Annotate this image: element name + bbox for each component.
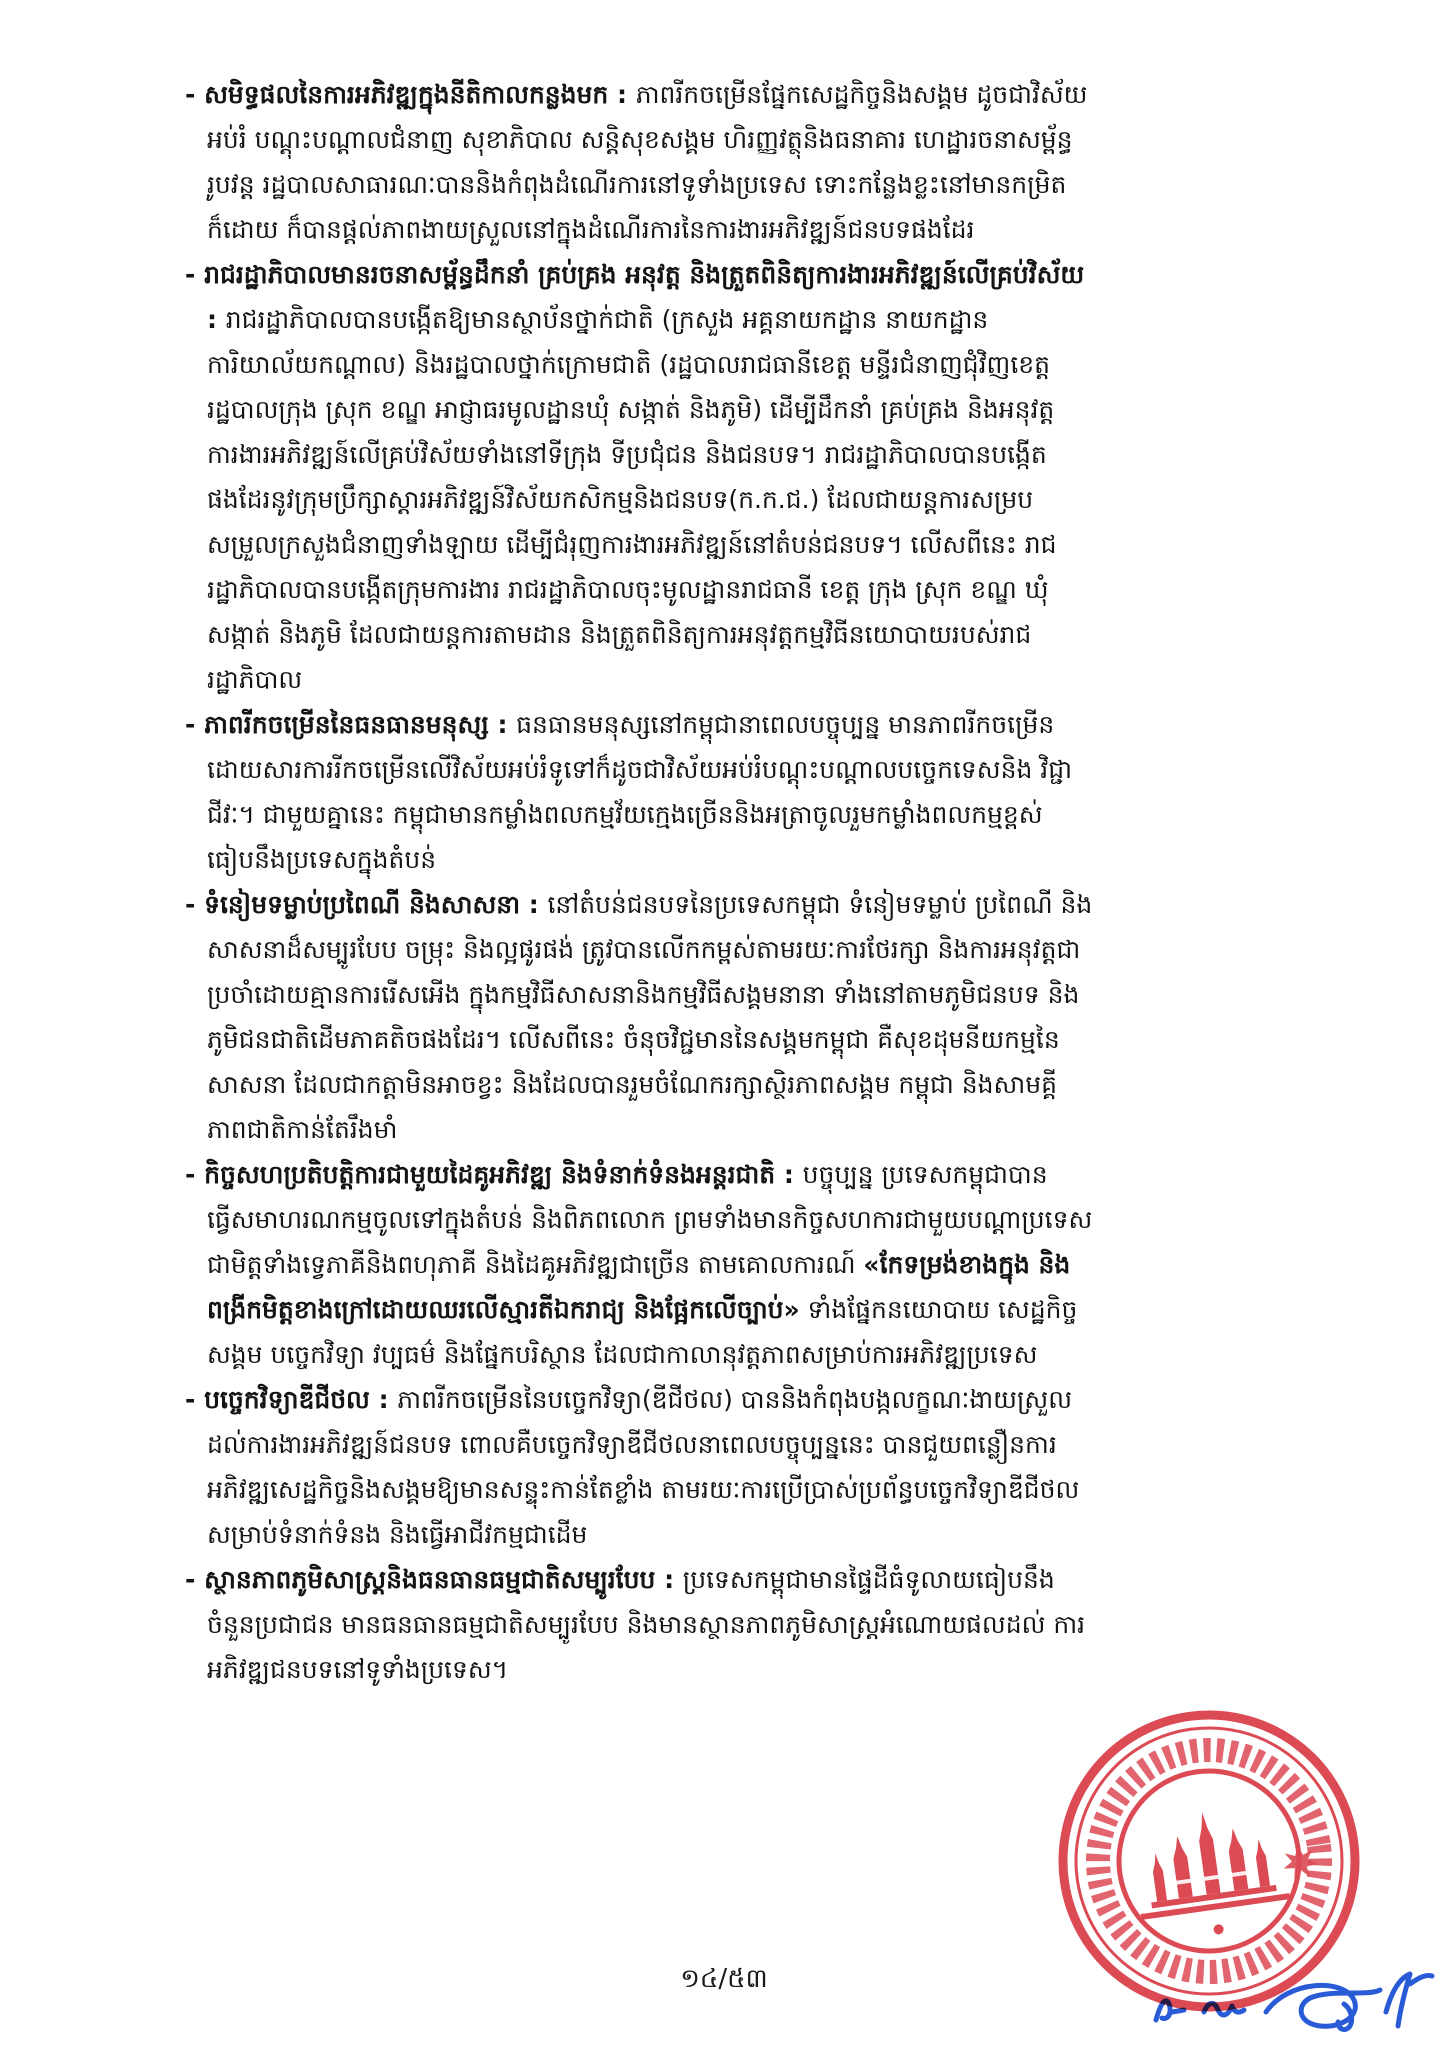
bullet-cooperation-development-partners bbox=[185, 1152, 1095, 1377]
bullet-heading: រាជរដ្ឋាភិបាលមានរចនាសម្ព័ន្ធដឹកនាំ គ្រប់គ្រង អនុវត្ត និងត្រួតពិនិត្យការងារអភិវឌ្ឍន៍លើគ្រប់វិស័យ : bbox=[204, 260, 1085, 334]
bullet-heading: បច្ចេកវិទ្យាឌីជីថល : bbox=[204, 1385, 398, 1414]
bullet-human-resource-progress bbox=[185, 702, 1095, 882]
bullet-text: ប្រទេសកម្ពុជាមានផ្ទៃដីធំទូលាយធៀបនឹង ចំនួនប្រជាជន មានធនធានធម្មជាតិសម្បូរបែប និងមានស្ថានភាពភូមិសាស្ត្រអំណោយផលដល់ ការអភិវឌ្ឍជនបទនៅទូទាំងប្រទេស។ bbox=[207, 1565, 1086, 1684]
bullet-text: បច្ចុប្បន្ន ប្រទេសកម្ពុជាបាន ធ្វើសមាហរណកម្មចូលទៅក្នុងតំបន់ និងពិភពលោក ព្រមទាំងមានកិច្ចសហការជាមួយបណ្ដាប្រទេស ជាមិត្តទាំងទ្វេភាគីនិងពហុភាគី និងដៃគូអភិវឌ្ឍជាច្រើន តាមគោលការណ៍ bbox=[207, 1160, 1093, 1279]
bullet-marker: - bbox=[185, 1385, 205, 1414]
bullet-heading: ទំនៀមទម្លាប់ប្រពៃណី និងសាសនា : bbox=[204, 890, 548, 919]
signature bbox=[1148, 1960, 1438, 2046]
bullet-text: ធនធានមនុស្សនៅកម្ពុជានាពេលបច្ចុប្បន្ន មានភាពរីកចម្រើន ដោយសារការរីកចម្រើនលើវិស័យអប់រំទូទៅក៏ដូចជាវិស័យអប់រំបណ្ដុះបណ្ដាលបច្ចេកទេសនិង វិជ្ជាជីវៈ។ ជាមួយគ្នានេះ កម្ពុជាមានកម្លាំងពលកម្មវ័យក្មេងច្រើននិងអត្រាចូលរួមកម្លាំងពលកម្មខ្ពស់ ធៀបនឹងប្រទេសក្នុងតំបន់ bbox=[207, 710, 1073, 874]
page-number: ១៤/៥៣ bbox=[680, 1964, 768, 1994]
bullet-text: ភាពរីកចម្រើននៃបច្ចេកវិទ្យា(ឌីជីថល) បាននិងកំពុងបង្កលក្ខណៈងាយស្រួល ដល់ការងារអភិវឌ្ឍន៍ជនបទ ពោលគឺបច្ចេកវិទ្យាឌីជីថលនាពេលបច្ចុប្បន្ននេះ បានជួយពន្លឿនការ អភិវឌ្ឍសេដ្ឋកិច្ចនិងសង្គមឱ្យមានសន្ទុះកាន់តែខ្លាំង តាមរយៈការប្រើប្រាស់ប្រព័ន្ធបច្ចេកវិទ្យាឌីជីថល សម្រាប់ទំនាក់ទំនង និងធ្វើអាជីវកម្មជាដើម bbox=[207, 1385, 1080, 1549]
document-body bbox=[185, 72, 1095, 1692]
bullet-heading: «កែទម្រង់ខាងក្នុង និងពង្រីកមិត្តខាងក្រៅដោយឈរលើស្មារតីឯករាជ្យ និងផ្អែកលើច្បាប់» bbox=[207, 1250, 1071, 1324]
bullet-marker: - bbox=[185, 1565, 205, 1594]
bullet-text: ទាំងផ្នែកនយោបាយ សេដ្ឋកិច្ច សង្គម បច្ចេកវិទ្យា វប្បធម៌ និងផ្នែកបរិស្ថាន ដែលជាកាលានុវត្តភាពសម្រាប់ការអភិវឌ្ឍប្រទេស bbox=[207, 1295, 1078, 1369]
bullet-marker: - bbox=[185, 890, 205, 919]
bullet-digital-technology bbox=[185, 1377, 1095, 1557]
bullet-text: នៅតំបន់ជនបទនៃប្រទេសកម្ពុជា ទំនៀមទម្លាប់ ប្រពៃណី និងសាសនាដ៏សម្បូរបែប ចម្រុះ និងល្អផូរផង់ ត្រូវបានលើកកម្ពស់តាមរយៈការថែរក្សា និងការអនុវត្តជាប្រចាំដោយគ្មានការរើសអើង ក្នុងកម្មវិធីសាសនានិងកម្មវិធីសង្គមនានា ទាំងនៅតាមភូមិជនបទ និងភូមិជនជាតិដើមភាគតិចផងដែរ។ លើសពីនេះ ចំនុចវិជ្ជមាននៃសង្គមកម្ពុជា គឺសុខដុមនីយកម្មនៃសាសនា ដែលជាកត្តាមិនអាចខ្វះ និងដែលបានរួមចំណែករក្សាស្ថិរភាពសង្គម កម្ពុជា និងសាមគ្គីភាពជាតិកាន់តែរឹងមាំ bbox=[207, 890, 1093, 1144]
bullet-text: រាជរដ្ឋាភិបាលបានបង្កើតឱ្យមានស្ថាប័នថ្នាក់ជាតិ (ក្រសួង អគ្គនាយកដ្ឋាន នាយកដ្ឋាន ការិយាល័យកណ្ដាល) និងរដ្ឋបាលថ្នាក់ក្រោមជាតិ (រដ្ឋបាលរាជធានីខេត្ត មន្ទីរជំនាញជុំវិញខេត្ត រដ្ឋបាលក្រុង ស្រុក ខណ្ឌ អាជ្ញាធរមូលដ្ឋានឃុំ សង្កាត់ និងភូមិ) ដើម្បីដឹកនាំ គ្រប់គ្រង និងអនុវត្តការងារអភិវឌ្ឍន៍លើគ្រប់វិស័យទាំងនៅទីក្រុង ទីប្រជុំជន និងជនបទ។ រាជរដ្ឋាភិបាលបានបង្កើតផងដែរនូវក្រុមប្រឹក្សាស្ដារអភិវឌ្ឍន៍វិស័យកសិកម្មនិងជនបទ(ក.ក.ជ.) ដែលជាយន្តការសម្របសម្រួលក្រសួងជំនាញទាំងឡាយ ដើម្បីជំរុញការងារអភិវឌ្ឍន៍នៅតំបន់ជនបទ។ លើសពីនេះ រាជរដ្ឋាភិបាលបានបង្កើតក្រុមការងារ រាជរដ្ឋាភិបាលចុះមូលដ្ឋានរាជធានី ខេត្ត ក្រុង ស្រុក ខណ្ឌ ឃុំ សង្កាត់ និងភូមិ ដែលជាយន្តការតាមដាន និងត្រួតពិនិត្យការអនុវត្តកម្មវិធីនយោបាយរបស់រាជរដ្ឋាភិបាល bbox=[207, 305, 1057, 694]
bullet-achievements-past-mandate bbox=[185, 72, 1095, 252]
bullet-customs-traditions-religion bbox=[185, 882, 1095, 1152]
bullet-heading: សមិទ្ធផលនៃការអភិវឌ្ឍក្នុងនីតិកាលកន្លងមក : bbox=[204, 80, 636, 109]
bullet-marker: - bbox=[185, 1160, 205, 1189]
bullet-geography-natural-resources bbox=[185, 1557, 1095, 1692]
bullet-marker: - bbox=[185, 80, 205, 109]
bullet-marker: - bbox=[185, 260, 205, 289]
bullet-text: ភាពរីកចម្រើនផ្នែកសេដ្ឋកិច្ចនិងសង្គម ដូចជាវិស័យ អប់រំ បណ្ដុះបណ្ដាលជំនាញ សុខាភិបាល សន្តិសុខសង្គម ហិរញ្ញវត្ថុនិងធនាគារ ហេដ្ឋារចនាសម្ព័ន្ធ រូបវន្ត រដ្ឋបាលសាធារណៈបាននិងកំពុងដំណើរការនៅទូទាំងប្រទេស ទោះកន្លែងខ្លះនៅមានកម្រិត ក៏ដោយ ក៏បានផ្ដល់ភាពងាយស្រួលនៅក្នុងដំណើរការនៃការងារអភិវឌ្ឍន៍ជនបទផងដែរ bbox=[207, 80, 1088, 244]
bullet-heading: ភាពរីកចម្រើននៃធនធានមនុស្ស : bbox=[204, 710, 517, 739]
bullet-government-structure bbox=[185, 252, 1095, 702]
bullet-heading: ស្ថានភាពភូមិសាស្ត្រនិងធនធានធម្មជាតិសម្បូរបែប : bbox=[204, 1565, 683, 1594]
bullet-marker: - bbox=[185, 710, 205, 739]
bullet-heading: កិច្ចសហប្រតិបត្តិការជាមួយដៃគូអភិវឌ្ឍ និងទំនាក់ទំនងអន្តរជាតិ : bbox=[204, 1160, 803, 1189]
